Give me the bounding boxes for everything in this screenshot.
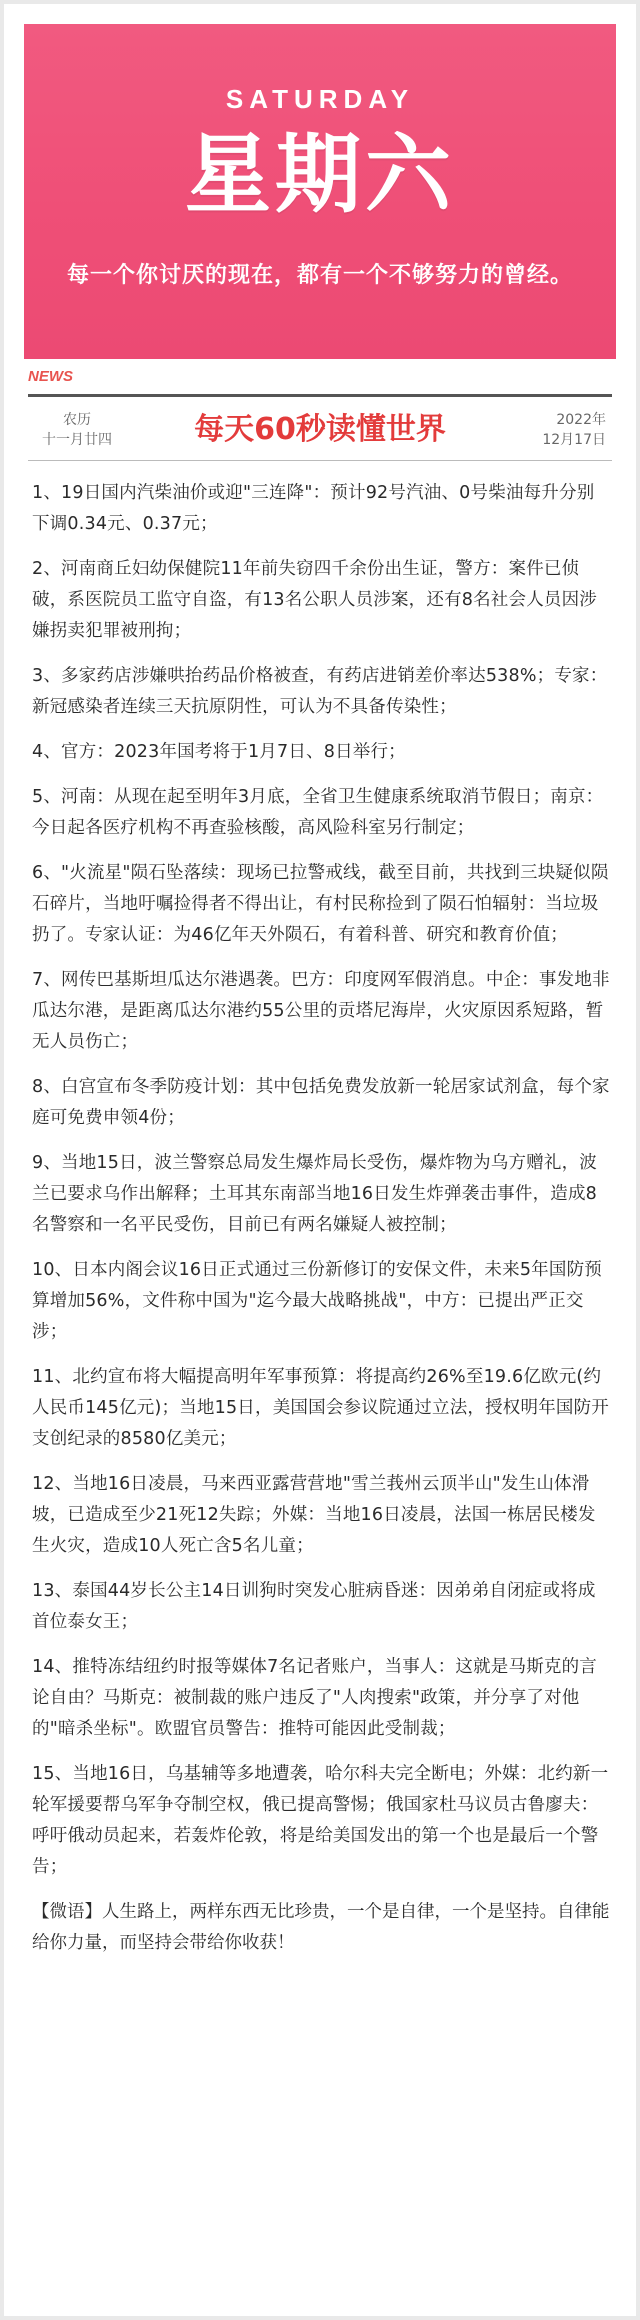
closing-quote: 【微语】人生路上，两样东西无比珍贵，一个是自律，一个是坚持。自律能给你力量，而坚持会带给你收获！ [32,1902,610,1953]
lunar-date-block [32,410,122,450]
news-item: 7、网传巴基斯坦瓜达尔港遇袭。巴方：印度网军假消息。中企：事发地非瓜达尔港，是距离瓜达尔港约55公里的贡塔尼海岸，火灾原因系短路，暂无人员伤亡； [32,970,610,1052]
page-title: 每天60秒读懂世界 [194,412,446,447]
gregorian-date-block [516,410,606,450]
header-divider-top [28,394,612,397]
news-item: 12、当地16日凌晨，马来西亚露营营地"雪兰莪州云顶半山"发生山体滑坡，已造成至少21死12失踪；外媒：当地16日凌晨，法国一栋居民楼发生火灾，造成10人死亡含5名儿童； [32,1474,596,1556]
news-item: 14、推特冻结纽约时报等媒体7名记者账户，当事人：这就是马斯克的言论自由？马斯克：被制裁的账户违反了"人肉搜索"政策，并分享了对他的"暗杀坐标"。欧盟官员警告：推特可能因此受制裁； [32,1657,597,1739]
date-day: 12月17日 [542,432,606,448]
news-item: 10、日本内阁会议16日正式通过三份新修订的安保文件，未来5年国防预算增加56%，文件称中国为"迄今最大战略挑战"，中方：已提出严正交涉； [32,1260,602,1342]
banner-day-chinese: 星期六 [185,125,455,225]
news-item: 2、河南商丘妇幼保健院11年前失窃四千余份出生证，警方：案件已侦破，系医院员工监守自盗，有13名公职人员涉案，还有8名社会人员因涉嫌拐卖犯罪被刑拘； [32,559,597,641]
lunar-date: 十一月廿四 [42,432,112,448]
banner-day-english: SATURDAY [225,84,415,114]
banner-quote: 每一个你讨厌的现在，都有一个不够努力的曾经。 [66,263,573,288]
news-item: 15、当地16日，乌基辅等多地遭袭，哈尔科夫完全断电；外媒：北约新一轮军援要帮乌军争夺制空权，俄已提高警惕；俄国家杜马议员古鲁廖夫：呼吁俄动员起来，若轰炸伦敦，将是给美国发出的第一个也是最后一个警告； [32,1764,609,1877]
news-item: 3、多家药店涉嫌哄抬药品价格被查，有药店进销差价率达538%；专家：新冠感染者连续三天抗原阴性，可认为不具备传染性； [32,666,608,717]
news-item: 4、官方：2023年国考将于1月7日、8日举行； [32,742,406,762]
news-item: 13、泰国44岁长公主14日训狗时突发心脏病昏迷：因弟弟自闭症或将成首位泰女王； [32,1581,596,1632]
news-tag: NEWS [28,368,73,385]
day-banner [24,24,616,359]
lunar-label: 农历 [63,412,91,428]
news-item: 6、"火流星"陨石坠落续：现场已拉警戒线，截至目前，共找到三块疑似陨石碎片，当地吁嘱捡得者不得出让，有村民称捡到了陨石怕辐射：当垃圾扔了。专家认证：为46亿年天外陨石，有着科普、研究和教育价值； [32,863,609,945]
news-item: 9、当地15日，波兰警察总局发生爆炸局长受伤，爆炸物为乌方赠礼，波兰已要求乌作出解释；土耳其东南部当地16日发生炸弹袭击事件，造成8名警察和一名平民受伤，目前已有两名嫌疑人被控制； [32,1153,597,1235]
news-item: 1、19日国内汽柴油价或迎"三连降"：预计92号汽油、0号柴油每升分别下调0.34元、0.37元； [32,483,595,534]
news-item: 11、北约宣布将大幅提高明年军事预算：将提高约26%至19.6亿欧元(约人民币145亿元)；当地15日，美国国会参议院通过立法，授权明年国防开支创纪录的8580亿美元； [32,1367,609,1449]
news-list [32,478,612,1959]
news-item: 8、白宫宣布冬季防疫计划：其中包括免费发放新一轮居家试剂盒，每个家庭可免费申领4份； [32,1077,610,1128]
date-year: 2022年 [556,412,606,428]
news-item: 5、河南：从现在起至明年3月底，全省卫生健康系统取消节假日；南京：今日起各医疗机构不再查验核酸，高风险科室另行制定； [32,787,604,838]
header-divider-bottom [28,460,612,461]
